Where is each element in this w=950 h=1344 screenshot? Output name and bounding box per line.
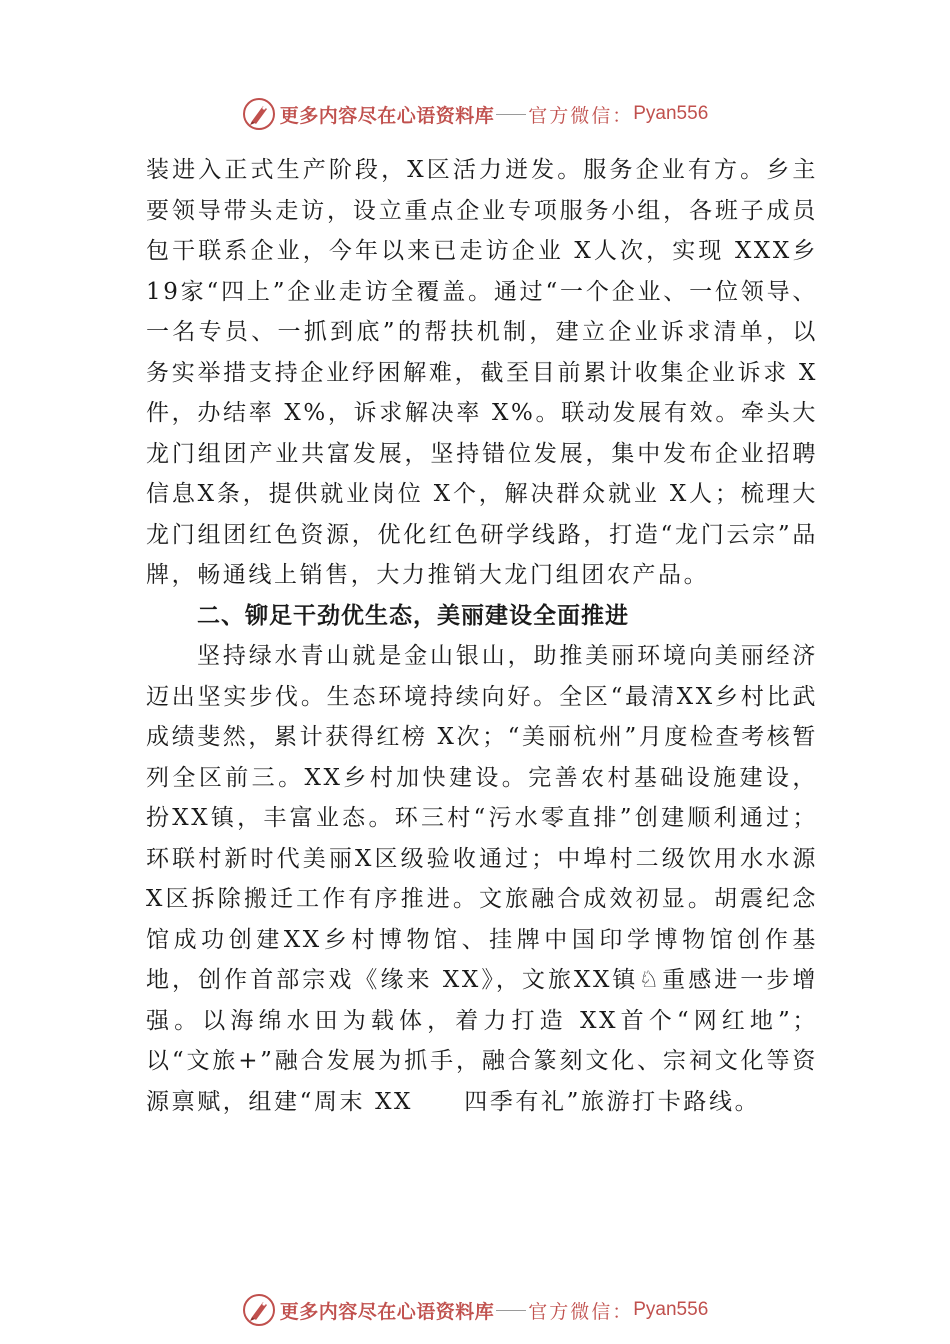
paragraph-2: 坚持绿水青山就是金山银山，助推美丽环境向美丽经济迈出坚实步伐。生态环境持续向好。全区“最清XX乡村比武成绩斐然，累计获得红榜 X次；“美丽杭州”月度检查考核暂列全区前三。XX乡村加快建设。完善农村基础设施建设，扮XX镇，丰富业态。环三村“污水零直排”创建顺利通过；环联村新时代美丽X区级验收通过；中埠村二级饮用水水源X区拆除搬迁工作有序推进。文旅融合成效初显。胡震纪念馆成功创建XX乡村博物馆、挂牌中国印学博物馆创作基地，创作首部宗戏《缘来 XX》，文旅XX镇♘重感进一步增强。以海绵水田为载体，着力打造 XX首个“网红地”；以“文旅+”融合发展为抓手，融合篆刻文化、宗祠文化等资源禀赋，组建“周末 XX 四季有礼”旅游打卡路线。: [146, 643, 819, 1115]
banner-divider: [496, 1310, 526, 1311]
banner-wechat-label: 官方微信：: [528, 104, 634, 127]
header-watermark-banner: [0, 94, 950, 134]
banner-divider: [496, 114, 526, 115]
section-heading-2: 二、铆足干劲优生态，美丽建设全面推进: [197, 602, 629, 629]
document-body: [146, 150, 818, 1122]
banner-wechat-id: Pyan556: [633, 1299, 709, 1320]
banner-title: 更多内容尽在心语资料库: [279, 1300, 495, 1323]
banner-wechat-id: Pyan556: [633, 103, 709, 124]
paragraph-1: 装进入正式生产阶段，X区活力迸发。服务企业有方。乡主要领导带头走访，设立重点企业专项服务小组，各班子成员包干联系企业，今年以来已走访企业 X人次，实现 XXX乡19家“四上”企业走访全覆盖。通过“一个企业、一位领导、一名专员、一抓到底”的帮扶机制，建立企业诉求清单，以务实举措支持企业纾困解难，截至目前累计收集企业诉求 X件，办结率 X%，诉求解决率 X%。联动发展有效。牵头大龙门组团产业共富发展，坚持错位发展，集中发布企业招聘信息X条，提供就业岗位 X个，解决群众就业 X人；梳理大龙门组团红色资源，优化红色研学线路，打造“龙门云宗”品牌，畅通线上销售，大力推销大龙门组团农产品。: [146, 157, 818, 588]
footer-watermark-banner: [0, 1290, 950, 1330]
banner-title: 更多内容尽在心语资料库: [279, 104, 495, 127]
pen-nib-logo-icon: [242, 97, 276, 131]
banner-wechat-label: 官方微信：: [528, 1300, 634, 1323]
pen-nib-logo-icon: [242, 1293, 276, 1327]
